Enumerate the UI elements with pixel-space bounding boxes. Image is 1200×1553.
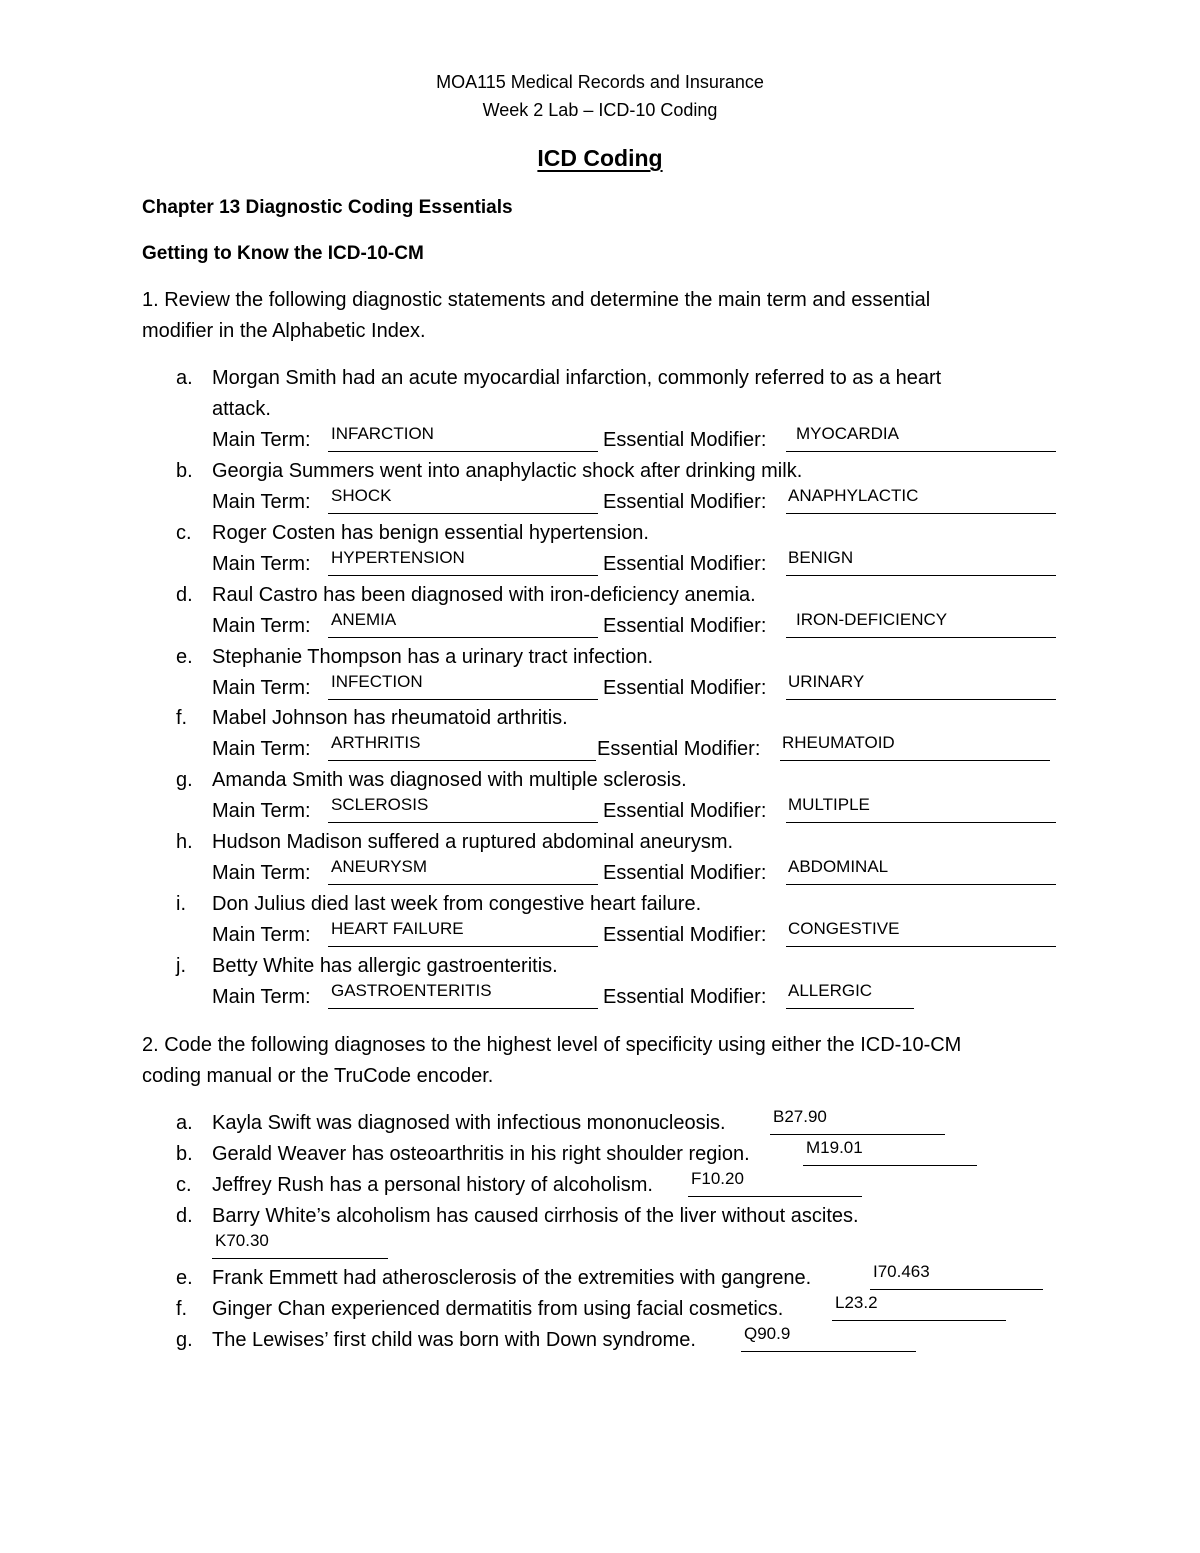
essential-modifier-label: Essential Modifier: [603, 986, 767, 1008]
item-letter: b. [176, 1143, 193, 1165]
essential-modifier-answer[interactable]: MYOCARDIA [796, 424, 899, 443]
essential-modifier-blank [786, 1008, 914, 1009]
main-term-label: Main Term: [212, 924, 311, 946]
essential-modifier-blank [786, 884, 1056, 885]
item-letter: j. [176, 955, 186, 977]
essential-modifier-blank [786, 637, 1056, 638]
main-term-blank [328, 822, 598, 823]
essential-modifier-blank [786, 575, 1056, 576]
essential-modifier-answer[interactable]: MULTIPLE [788, 795, 870, 814]
code-answer[interactable]: B27.90 [773, 1107, 827, 1126]
item-text: Morgan Smith had an acute myocardial infarction, commonly referred to as a heart [212, 367, 942, 389]
main-term-blank [328, 760, 596, 761]
main-term-label: Main Term: [212, 862, 311, 884]
main-term-answer[interactable]: SHOCK [331, 486, 392, 505]
item-text: Kayla Swift was diagnosed with infectious mononucleosis. [212, 1112, 726, 1134]
main-term-label: Main Term: [212, 800, 311, 822]
item-text: The Lewises’ first child was born with Down syndrome. [212, 1329, 696, 1351]
code-blank [803, 1165, 977, 1166]
item-letter: c. [176, 1174, 192, 1196]
main-term-label: Main Term: [212, 986, 311, 1008]
essential-modifier-answer[interactable]: URINARY [788, 672, 865, 691]
essential-modifier-answer[interactable]: ALLERGIC [788, 981, 873, 1000]
main-term-answer[interactable]: ANEMIA [331, 610, 397, 629]
item-letter: f. [176, 707, 188, 729]
chapter-heading: Chapter 13 Diagnostic Coding Essentials [142, 197, 513, 218]
item-text: Gerald Weaver has osteoarthritis in his right shoulder region. [212, 1143, 750, 1165]
item-letter: e. [176, 646, 193, 668]
code-answer[interactable]: K70.30 [215, 1231, 269, 1250]
code-answer[interactable]: F10.20 [691, 1169, 744, 1188]
essential-modifier-label: Essential Modifier: [603, 615, 767, 637]
code-answer[interactable]: I70.463 [873, 1262, 930, 1281]
item-letter: g. [176, 769, 193, 791]
item-text: Jeffrey Rush has a personal history of alcoholism. [212, 1174, 653, 1196]
item-letter: f. [176, 1298, 188, 1320]
question-1-prompt: 1. Review the following diagnostic statements and determine the main term and essential [142, 289, 931, 311]
code-blank [688, 1196, 862, 1197]
item-letter: a. [176, 367, 193, 389]
item-text: Betty White has allergic gastroenteritis. [212, 955, 558, 977]
code-answer[interactable]: Q90.9 [744, 1324, 791, 1343]
essential-modifier-label: Essential Modifier: [603, 677, 767, 699]
main-term-blank [328, 884, 598, 885]
course-title: MOA115 Medical Records and Insurance [436, 72, 764, 92]
essential-modifier-label: Essential Modifier: [603, 800, 767, 822]
question-2-prompt: 2. Code the following diagnoses to the highest level of specificity using either the ICD-10-CM [142, 1034, 962, 1056]
main-term-label: Main Term: [212, 677, 311, 699]
main-term-blank [328, 451, 598, 452]
code-blank [212, 1258, 388, 1259]
essential-modifier-label: Essential Modifier: [603, 429, 767, 451]
code-blank [770, 1134, 945, 1135]
item-letter: b. [176, 460, 193, 482]
main-term-answer[interactable]: HYPERTENSION [331, 548, 465, 567]
item-text: Roger Costen has benign essential hypertension. [212, 522, 649, 544]
item-text: Ginger Chan experienced dermatitis from using facial cosmetics. [212, 1298, 784, 1320]
main-term-answer[interactable]: ANEURYSM [331, 857, 428, 876]
essential-modifier-label: Essential Modifier: [603, 553, 767, 575]
item-text: Raul Castro has been diagnosed with iron-deficiency anemia. [212, 584, 756, 606]
main-term-label: Main Term: [212, 429, 311, 451]
item-letter: d. [176, 584, 193, 606]
main-term-answer[interactable]: INFARCTION [331, 424, 434, 443]
main-term-blank [328, 575, 598, 576]
page-title: ICD Coding [537, 145, 663, 171]
essential-modifier-blank [786, 699, 1056, 700]
item-letter: h. [176, 831, 193, 853]
essential-modifier-blank [786, 513, 1056, 514]
item-letter: d. [176, 1205, 193, 1227]
item-letter: g. [176, 1329, 193, 1351]
item-text: Stephanie Thompson has a urinary tract infection. [212, 646, 653, 668]
essential-modifier-label: Essential Modifier: [597, 738, 761, 760]
main-term-answer[interactable]: GASTROENTERITIS [331, 981, 492, 1000]
essential-modifier-answer[interactable]: BENIGN [788, 548, 854, 567]
code-blank [870, 1289, 1043, 1290]
main-term-label: Main Term: [212, 615, 311, 637]
essential-modifier-answer[interactable]: CONGESTIVE [788, 919, 900, 938]
item-text: Frank Emmett had atherosclerosis of the extremities with gangrene. [212, 1267, 812, 1289]
item-text: Mabel Johnson has rheumatoid arthritis. [212, 707, 568, 729]
main-term-answer[interactable]: INFECTION [331, 672, 423, 691]
item-text: Hudson Madison suffered a ruptured abdominal aneurysm. [212, 831, 734, 853]
main-term-blank [328, 946, 598, 947]
item-text: Barry White’s alcoholism has caused cirrhosis of the liver without ascites. [212, 1205, 859, 1227]
essential-modifier-label: Essential Modifier: [603, 491, 767, 513]
question-1-prompt-cont: modifier in the Alphabetic Index. [142, 320, 426, 342]
code-blank [832, 1320, 1006, 1321]
essential-modifier-label: Essential Modifier: [603, 862, 767, 884]
section-heading: Getting to Know the ICD-10-CM [142, 243, 424, 264]
essential-modifier-blank [786, 822, 1056, 823]
essential-modifier-blank [786, 946, 1056, 947]
essential-modifier-answer[interactable]: ANAPHYLACTIC [788, 486, 919, 505]
code-blank [741, 1351, 916, 1352]
essential-modifier-answer[interactable]: ABDOMINAL [788, 857, 889, 876]
main-term-label: Main Term: [212, 738, 311, 760]
item-text-cont: attack. [212, 398, 271, 420]
main-term-blank [328, 513, 598, 514]
question-2-prompt-cont: coding manual or the TruCode encoder. [142, 1065, 494, 1087]
lab-title: Week 2 Lab – ICD-10 Coding [482, 100, 718, 120]
main-term-blank [328, 1008, 598, 1009]
essential-modifier-answer[interactable]: RHEUMATOID [782, 733, 895, 752]
item-text: Don Julius died last week from congestive heart failure. [212, 893, 702, 915]
main-term-answer[interactable]: ARTHRITIS [331, 733, 421, 752]
essential-modifier-answer[interactable]: IRON-DEFICIENCY [796, 610, 948, 629]
code-answer[interactable]: M19.01 [806, 1138, 863, 1157]
main-term-answer[interactable]: SCLEROSIS [331, 795, 429, 814]
item-letter: a. [176, 1112, 193, 1134]
main-term-label: Main Term: [212, 491, 311, 513]
main-term-label: Main Term: [212, 553, 311, 575]
main-term-blank [328, 637, 598, 638]
item-text: Georgia Summers went into anaphylactic shock after drinking milk. [212, 460, 803, 482]
code-answer[interactable]: L23.2 [835, 1293, 878, 1312]
essential-modifier-blank [780, 760, 1050, 761]
main-term-blank [328, 699, 598, 700]
essential-modifier-blank [786, 451, 1056, 452]
essential-modifier-label: Essential Modifier: [603, 924, 767, 946]
item-letter: i. [176, 893, 186, 915]
item-text: Amanda Smith was diagnosed with multiple sclerosis. [212, 769, 687, 791]
main-term-answer[interactable]: HEART FAILURE [331, 919, 464, 938]
item-letter: e. [176, 1267, 193, 1289]
item-letter: c. [176, 522, 192, 544]
